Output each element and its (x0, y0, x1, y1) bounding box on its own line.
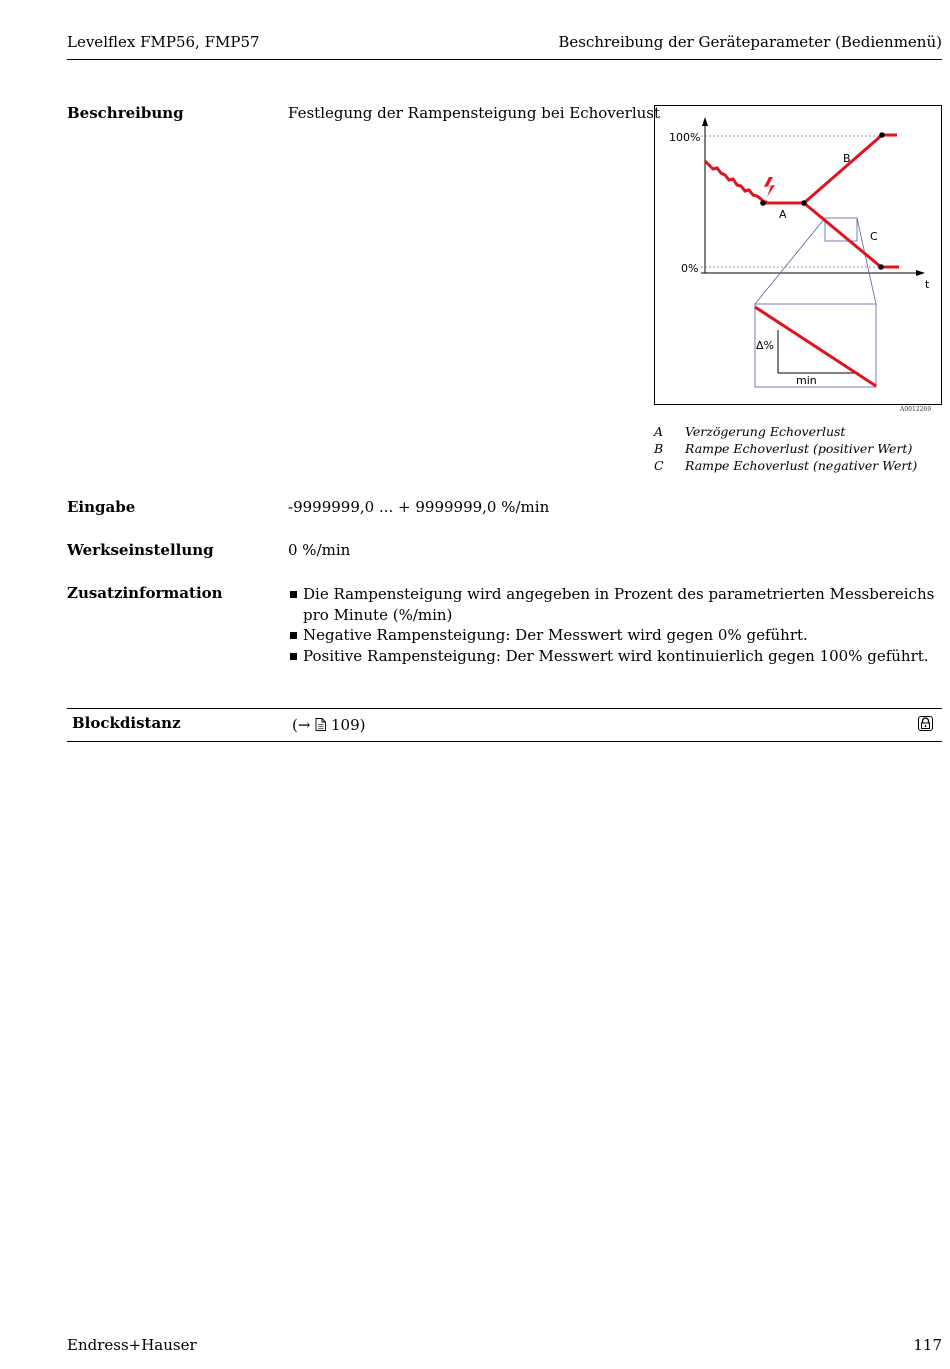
bullet-icon (290, 653, 297, 660)
ref-prefix: (→ (292, 716, 311, 734)
zoom-source-box (825, 218, 857, 241)
eingabe-value: -9999999,0 ... + 9999999,0 %/min (288, 498, 550, 516)
blockdistanz-label: Blockdistanz (72, 714, 181, 732)
list-item-text: Die Rampensteigung wird angegeben in Prozent des parametrierten Messbereichs pro Minute (%/min) (303, 585, 935, 624)
label-t: t (925, 278, 930, 291)
page-icon (315, 718, 326, 731)
legend-key: B (654, 441, 664, 456)
legend-key: A (654, 424, 664, 439)
label-a: A (779, 208, 787, 221)
figure-legend (654, 424, 917, 475)
werkseinstellung-label: Werkseinstellung (67, 541, 214, 559)
point-100 (879, 132, 885, 138)
legend-text: Verzögerung Echoverlust (685, 424, 846, 439)
beschreibung-label: Beschreibung (67, 104, 184, 122)
label-100: 100% (669, 131, 701, 144)
list-item-text: Positive Rampensteigung: Der Messwert wird kontinuierlich gegen 100% geführt. (303, 646, 929, 665)
eingabe-label: Eingabe (67, 498, 136, 516)
list-item (288, 625, 938, 646)
legend-item (654, 424, 917, 441)
label-b: B (843, 152, 851, 165)
ramp-diagram (654, 105, 942, 405)
list-item (288, 646, 938, 667)
blockdistanz-bottom-rule (67, 741, 942, 742)
bullet-icon (290, 632, 297, 639)
zusatzinformation-list (288, 584, 938, 666)
point-echo-loss (760, 200, 766, 206)
ramp-diagram-svg (655, 106, 941, 404)
header-section: Beschreibung der Geräteparameter (Bedienmenü) (558, 33, 942, 51)
zusatzinformation-label: Zusatzinformation (67, 584, 223, 602)
header-title: Levelflex FMP56, FMP57 (67, 33, 260, 51)
list-item-text: Negative Rampensteigung: Der Messwert wird gegen 0% geführt. (303, 626, 808, 644)
legend-text: Rampe Echoverlust (positiver Wert) (685, 441, 913, 456)
legend-key: C (654, 458, 664, 473)
werkseinstellung-value: 0 %/min (288, 541, 351, 559)
zoom-guide-left (755, 218, 825, 304)
blockdistanz-page-link[interactable] (292, 716, 365, 734)
x-axis-arrow (916, 270, 925, 276)
header-rule (67, 59, 942, 60)
page-number: 117 (913, 1336, 942, 1354)
footer-company: Endress+Hauser (67, 1336, 197, 1354)
label-c: C (870, 230, 878, 243)
figure-id: A0012269 (900, 406, 932, 413)
point-delay-end (801, 200, 807, 206)
measured-signal (705, 161, 767, 202)
lightning-icon (764, 177, 775, 197)
label-min: min (796, 374, 817, 387)
label-delta: Δ% (756, 339, 774, 352)
legend-text: Rampe Echoverlust (negativer Wert) (685, 458, 918, 473)
y-axis-arrow (702, 117, 708, 126)
ref-page: 109) (330, 716, 366, 734)
point-0 (878, 264, 884, 270)
beschreibung-value: Festlegung der Rampensteigung bei Echoverlust (288, 104, 661, 122)
ramp-positive (804, 135, 882, 203)
lock-icon (918, 716, 933, 731)
bullet-icon (290, 591, 297, 598)
list-item (288, 584, 938, 625)
blockdistanz-top-rule (67, 708, 942, 709)
label-0: 0% (681, 262, 699, 275)
legend-item (654, 441, 917, 458)
legend-item (654, 458, 917, 475)
